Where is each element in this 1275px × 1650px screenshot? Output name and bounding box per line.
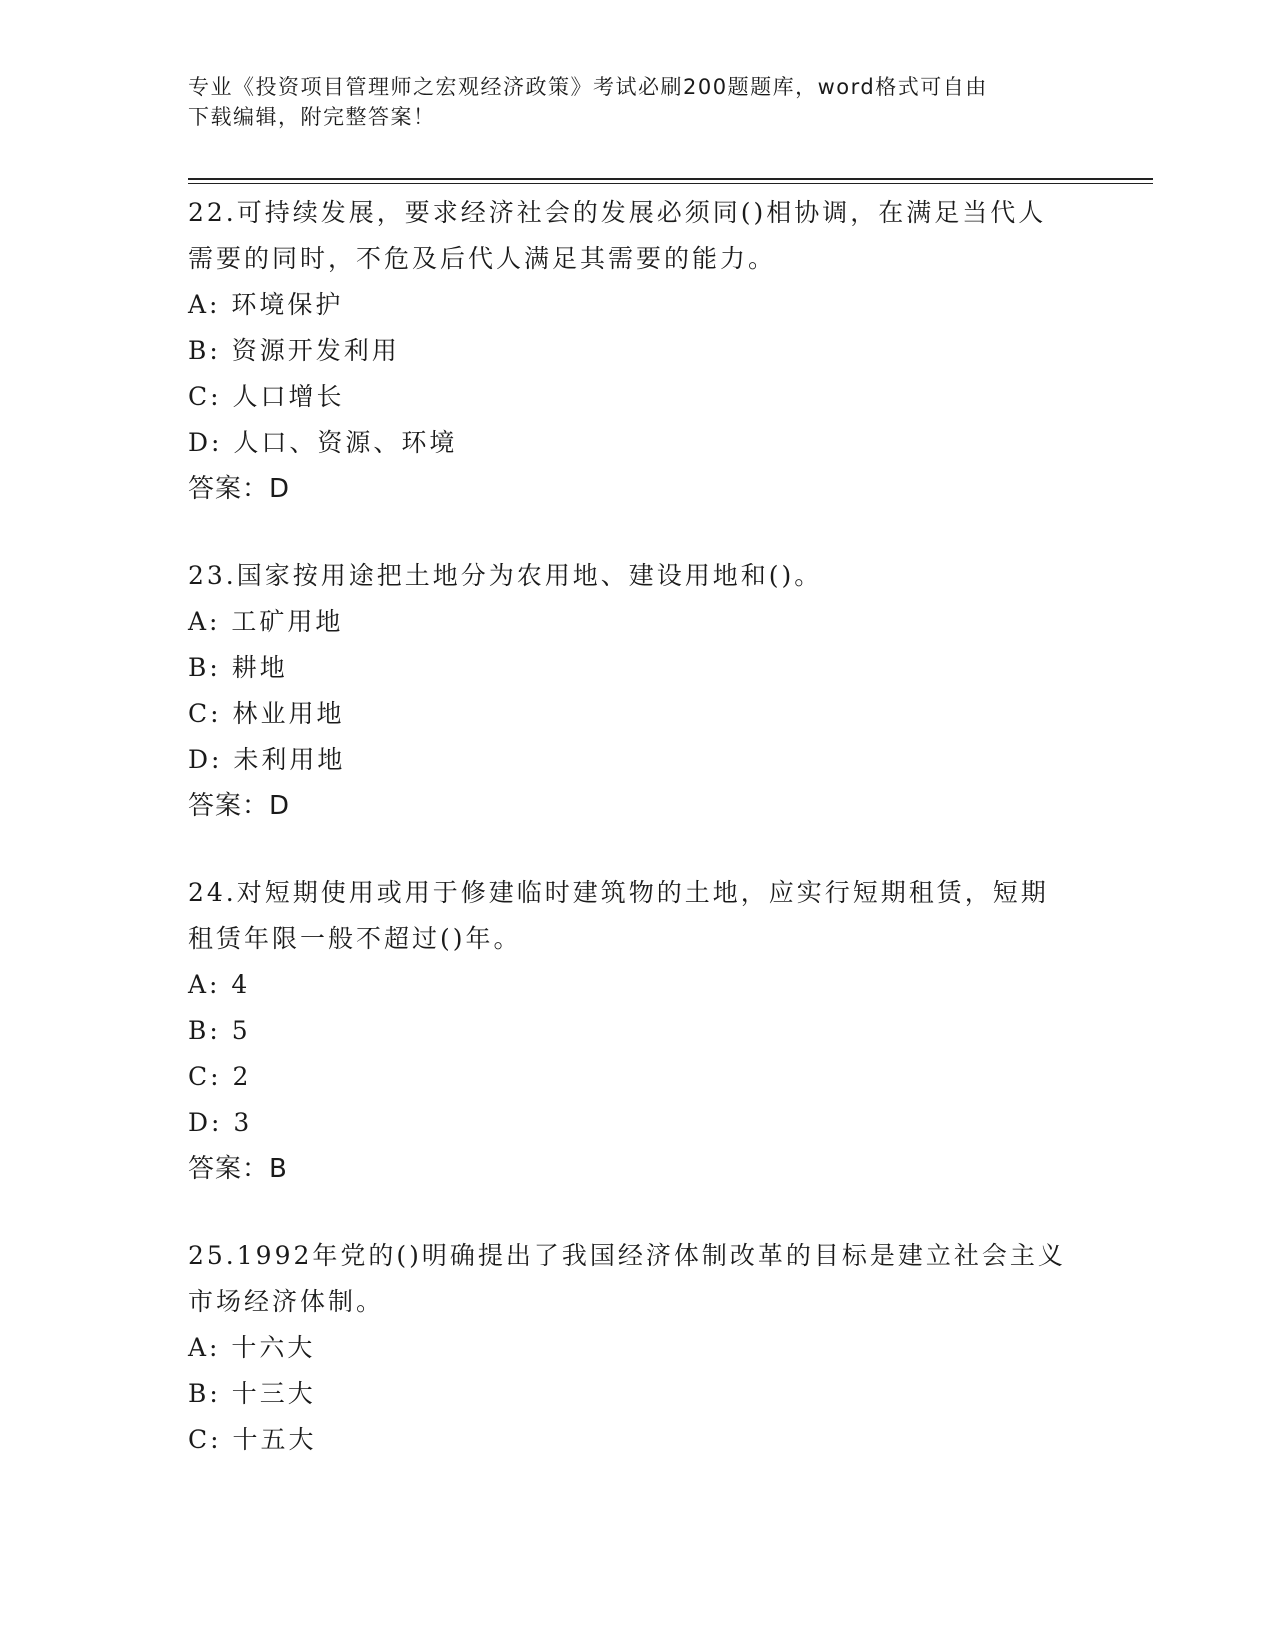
question-stem: 22.可持续发展，要求经济社会的发展必须同()相协调，在满足当代人	[188, 198, 1047, 227]
option-b: B: 5	[188, 1016, 251, 1045]
option-b: B: 耕地	[188, 653, 288, 682]
option-d: D: 未利用地	[188, 745, 346, 774]
header-divider-thick	[188, 178, 1153, 180]
question-23	[188, 553, 1088, 829]
answer-text: 答案：D	[188, 791, 291, 821]
option-a: A: 环境保护	[188, 290, 344, 319]
option-d: D: 3	[188, 1108, 253, 1137]
option-d: D: 人口、资源、环境	[188, 428, 458, 457]
option-a: A: 4	[188, 970, 251, 999]
header-line-2: 下载编辑，附完整答案！	[188, 105, 436, 129]
question-stem-continued: 租赁年限一般不超过()年。	[188, 924, 522, 953]
question-stem-continued: 需要的同时，不危及后代人满足其需要的能力。	[188, 244, 777, 273]
option-b: B: 十三大	[188, 1379, 316, 1408]
question-25	[188, 1233, 1088, 1463]
option-c: C: 2	[188, 1062, 252, 1091]
question-stem: 23.国家按用途把土地分为农用地、建设用地和()。	[188, 561, 823, 590]
question-stem: 24.对短期使用或用于修建临时建筑物的土地，应实行短期租赁，短期	[188, 878, 1049, 907]
option-c: C: 十五大	[188, 1425, 317, 1454]
option-a: A: 十六大	[188, 1333, 316, 1362]
option-b: B: 资源开发利用	[188, 336, 400, 365]
question-stem: 25.1992年党的()明确提出了我国经济体制改革的目标是建立社会主义	[188, 1241, 1066, 1270]
option-a: A: 工矿用地	[188, 607, 344, 636]
option-c: C: 林业用地	[188, 699, 345, 728]
question-list	[188, 190, 1088, 1504]
answer-text: 答案：B	[188, 1154, 288, 1184]
question-24	[188, 870, 1088, 1192]
document-header	[188, 72, 1088, 132]
question-stem-continued: 市场经济体制。	[188, 1287, 385, 1316]
header-divider-thin	[188, 183, 1153, 184]
question-22	[188, 190, 1088, 512]
header-line-1: 专业《投资项目管理师之宏观经济政策》考试必刷200题题库，word格式可自由	[188, 75, 988, 99]
option-c: C: 人口增长	[188, 382, 345, 411]
answer-text: 答案：D	[188, 474, 291, 504]
